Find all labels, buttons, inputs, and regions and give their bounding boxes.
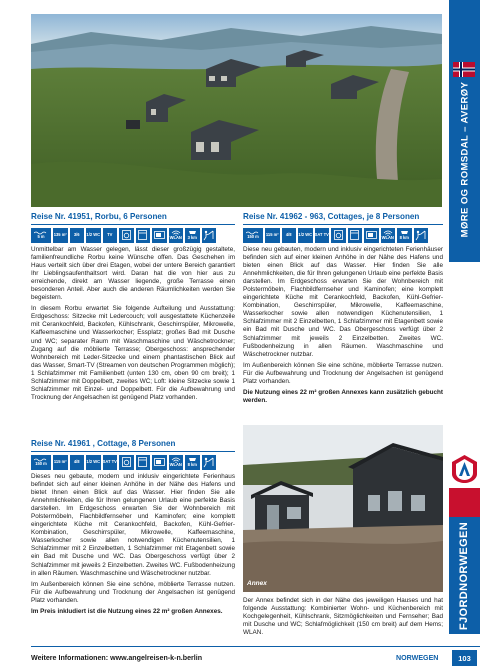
tv-icon: SAT TV bbox=[315, 228, 330, 243]
shop-distance-icon: 8 km bbox=[185, 455, 200, 470]
offer-heading: Reise Nr. 41962 - 963, Cottages, je 8 Personen bbox=[243, 212, 420, 221]
more-info-link[interactable]: Weitere Informationen: www.angelreisen-k-n.berlin bbox=[31, 654, 203, 662]
annex-description: Der Annex befindet sich in der Nähe des jeweiligen Hauses und hat folgende Ausstattung: Kombinierter Wohn- und Küchenbereich mit Kochgelegenheit, Kühlschrank, Sitzmöglichkeiten und Fernseher; Bad mit Dusche und WC; Schlafmöglichkeit (150 cm breit) auf dem Hems; WLAN. bbox=[243, 597, 443, 637]
amenity-icons bbox=[31, 228, 235, 243]
offer-41951 bbox=[31, 212, 235, 405]
washing-machine-icon bbox=[119, 455, 134, 470]
fishing-icon bbox=[202, 228, 217, 243]
offer-heading: Reise Nr. 41951, Rorbu, 6 Personen bbox=[31, 212, 167, 221]
section-label: FJORDNORWEGEN bbox=[458, 521, 471, 630]
offer-41962-963 bbox=[243, 212, 443, 408]
distance-water-icon: 5 m bbox=[31, 228, 51, 243]
region-label: MØRE OG ROMSDAL – AVERØY bbox=[459, 81, 471, 237]
fishing-icon bbox=[202, 455, 217, 470]
heading-divider bbox=[243, 224, 443, 225]
bathrooms-icon: 1/2 WC bbox=[86, 228, 101, 243]
tv-icon: SAT TV bbox=[103, 455, 118, 470]
offer-outdoor: Im Außenbereich können Sie eine schöne, möblierte Terrasse nutzen. Für die Aufbewahrung und Trocknung der Angelsachen ist genügend Platz vorhanden. bbox=[31, 580, 235, 604]
persons-bedrooms-icon: 4/8 bbox=[70, 455, 85, 470]
distance-water-icon: 150 m bbox=[243, 228, 263, 243]
shop-distance-icon: 3 km bbox=[185, 228, 200, 243]
heading-divider bbox=[31, 224, 235, 225]
amenity-icons bbox=[243, 228, 443, 243]
annex-image-label: Annex bbox=[247, 580, 267, 587]
wlan-icon: WLAN bbox=[169, 455, 184, 470]
persons-bedrooms-icon: 3/6 bbox=[70, 228, 85, 243]
microwave-icon bbox=[152, 455, 167, 470]
amenity-icons bbox=[31, 455, 235, 470]
area-icon: 135 m² bbox=[53, 228, 68, 243]
wlan-icon: WLAN bbox=[169, 228, 184, 243]
fishing-icon bbox=[414, 228, 429, 243]
distance-water-icon: 150 m bbox=[31, 455, 51, 470]
area-icon: 115 m² bbox=[53, 455, 68, 470]
offer-annex-note: Die Nutzung eines 22 m² großen Annexes kann zusätzlich gebucht werden. bbox=[243, 389, 443, 405]
offer-heading: Reise Nr. 41961 , Cottage, 8 Personen bbox=[31, 439, 176, 448]
page-footer bbox=[31, 651, 443, 665]
shop-distance-icon: 8 km bbox=[397, 228, 412, 243]
offer-description: Unmittelbar am Wasser gelegen, lässt dieser großzügig gestaltete, familienfreundliche Rorbu keine Wünsche offen. Das Geschehen im Haus verteilt sich über drei Etagen, wobei der untere Bereich garantiert Ihr Lieblingsaufenthaltsort wird. Daran hat die von hier aus zu erreichende, direkt am Wasser liegende, große Terrasse einen besonderen Anteil. Aber auch die anderen Räumlichkeiten werden Sie begeistern. bbox=[31, 245, 235, 302]
offer-description: Dieses neu gebaute, modern und inklusiv eingerichtete Ferienhaus befindet sich auf einer kleinen Anhöhe in der Nähe des Hafens und bietet Ihnen einen Blick auf das Wasser. Hier finden Sie alle Annehmlichkeiten, die für Ihren gelungenen Urlaub eine perfekte Basis darstellen. Im Erdgeschoss erwarten Sie der Wohnbereich mit Polstermöbeln, Flachbildfernseher und Kaminofen; eine komplett eingerichtete Küche mit Cerankochfeld, Backofen, Kühl-Gefrier-Kombination, Geschirrspüler, Mikrowelle, Kaffeemaschine, Wasserkocher sowie allen notwendigen Küchenutensilien, 1 Schlafzimmer mit 2 Einzelbetten, 1 Schlafzimmer mit Etagenbett sowie ein Bad mit Dusche und WC. Das Obergeschoss verfügt über 2 Schlafzimmer mit jeweils 2 Einzelbetten. Zweites WC. Fußbodenheizung in allen Räumen. Waschmaschine und Wäschetrockner nutzbar. bbox=[31, 472, 235, 577]
section-sidebar bbox=[449, 517, 480, 634]
photo-rorbu-landscape bbox=[31, 14, 442, 207]
area-icon: 115 m² bbox=[265, 228, 280, 243]
offer-41961 bbox=[31, 439, 235, 619]
microwave-icon bbox=[152, 228, 167, 243]
offer-description: Diese neu gebauten, modern und inklusiv eingerichteten Ferienhäuser befinden sich auf einer kleinen Anhöhe in der Nähe des Hafens und bieten einen Blick auf das Wasser. Hier finden Sie alle Annehmlichkeiten, die für Ihren gelungenen Urlaub eine perfekte Basis darstellen. Im Erdgeschoss erwarten Sie der Wohnbereich mit Polstermöbeln, Flachbildfernseher und Kaminofen; eine komplett eingerichtete Küche mit Cerankochfeld, Backofen, Kühl-Gefrier-Kombination, Geschirrspüler, Mikrowelle, Kaffeemaschine, Wasserkocher sowie allen notwendigen Küchenutensilien, 1 Schlafzimmer mit 2 Einzelbetten, 1 Schlafzimmer mit Etagenbett sowie ein Bad mit Dusche und WC. Das Obergeschoss verfügt über 2 Schlafzimmer mit jeweils 2 Einzelbetten. Zweites WC. Fußbodenheizung in allen Räumen. Waschmaschine und Wäschetrockner nutzbar. bbox=[243, 245, 443, 358]
tv-icon: TV bbox=[103, 228, 118, 243]
dishwasher-icon bbox=[348, 228, 363, 243]
offer-annex-note: Im Preis inkludiert ist die Nutzung eines 22 m² großen Annexes. bbox=[31, 608, 223, 615]
wlan-icon: WLAN bbox=[381, 228, 396, 243]
washing-machine-icon bbox=[119, 228, 134, 243]
offer-outdoor: Im Außenbereich können Sie eine schöne, möblierte Terrasse nutzen. Für die Aufbewahrung und Trocknung der Angelsachen ist genügend Platz vorhanden. bbox=[243, 361, 443, 385]
washing-machine-icon bbox=[331, 228, 346, 243]
footer-country: NORWEGEN bbox=[396, 654, 439, 662]
heading-divider bbox=[31, 451, 235, 452]
page-number: 103 bbox=[452, 650, 477, 666]
microwave-icon bbox=[364, 228, 379, 243]
persons-bedrooms-icon: 4/8 bbox=[282, 228, 297, 243]
footer-divider bbox=[31, 646, 480, 647]
annex-caption bbox=[243, 597, 443, 640]
photo-annex bbox=[243, 425, 443, 592]
bathrooms-icon: 1/2 WC bbox=[298, 228, 313, 243]
section-accent-tab bbox=[449, 488, 480, 517]
dishwasher-icon bbox=[136, 228, 151, 243]
dishwasher-icon bbox=[136, 455, 151, 470]
angelreisen-logo bbox=[451, 454, 478, 484]
bathrooms-icon: 1/2 WC bbox=[86, 455, 101, 470]
offer-layout: In diesem Rorbu erwartet Sie folgende Aufteilung und Ausstattung: Erdgeschoss: Sitzecke mit Ledercouch; voll ausgestattete Küchenzeile mit Cerankochfeld, Backofen, Kühlschrank, Geschirrspüler, Mikrowelle, Kaffeemaschine und Wasserkocher; Essplatz; großes Bad mit Dusche und WC; separater Raum mit Waschmaschine und Wäschetrockner; Zugang auf die möblierte Terrasse; Obergeschoss: ansprechender Wohnbereich mit Leder-Sitzecke und einem phantastischen Blick auf das Wasser, Smart-TV (Streamen von deutschen Programmen möglich); 1 Schlafzimmer mit Familienbett (unten 130 cm, oben 90 cm breit); 1 Schlafzimmer mit Doppelbett, zweites WC; Loft: kleine Sitzecke sowie 1 Schlafzimmer mit Einzel- und Doppelbett. Für die Aufbewahrung und Trocknung der Angelsachen ist genügend Platz vorhanden. bbox=[31, 305, 235, 402]
